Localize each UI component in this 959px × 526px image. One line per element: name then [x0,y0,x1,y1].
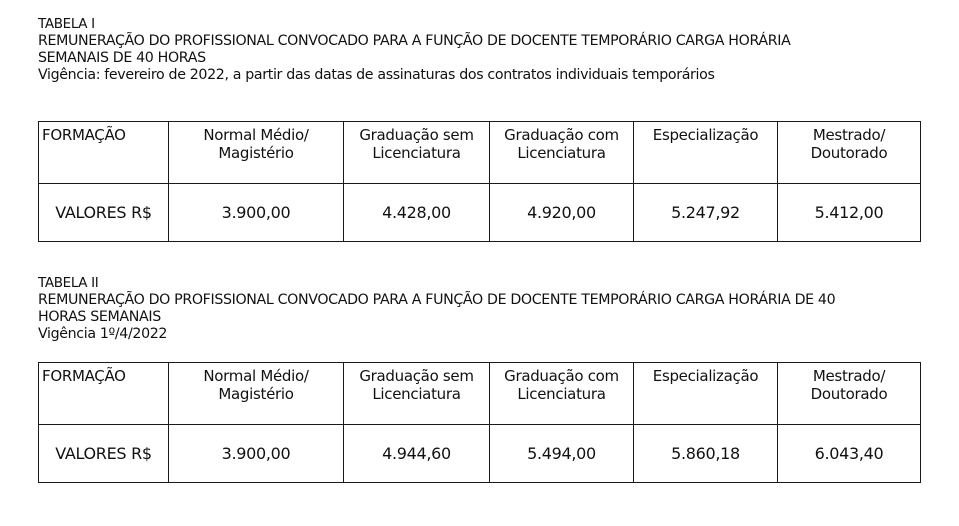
value-cell: 3.900,00 [169,184,344,242]
table-title-line1: REMUNERAÇÃO DO PROFISSIONAL CONVOCADO PARA A FUNÇÃO DE DOCENTE TEMPORÁRIO CARGA HORÁRIA DE 40 [38,292,836,308]
header-cell-graduacao-com: Graduação com Licenciatura [490,363,634,425]
values-row [39,184,921,242]
row-label-cell: VALORES R$ [39,425,169,483]
header-row [39,363,921,425]
header-cell-normal-medio: Normal Médio/ Magistério [169,122,344,184]
header-cell-graduacao-com: Graduação com Licenciatura [490,122,634,184]
table-title-line2: SEMANAIS DE 40 HORAS [38,50,206,66]
value-cell: 3.900,00 [169,425,344,483]
header-cell-especializacao: Especialização [634,363,778,425]
header-cell-mestrado: Mestrado/ Doutorado [778,363,921,425]
table-label: TABELA I [38,16,95,32]
header-cell-formacao: FORMAÇÃO [39,363,169,425]
values-row [39,425,921,483]
header-cell-especializacao: Especialização [634,122,778,184]
table-title-line2: HORAS SEMANAIS [38,309,161,325]
header-cell-graduacao-sem: Graduação sem Licenciatura [344,363,490,425]
value-cell: 4.428,00 [344,184,490,242]
row-label-cell: VALORES R$ [39,184,169,242]
value-cell: 5.412,00 [778,184,921,242]
header-cell-normal-medio: Normal Médio/ Magistério [169,363,344,425]
value-cell: 4.944,60 [344,425,490,483]
value-cell: 5.247,92 [634,184,778,242]
value-cell: 6.043,40 [778,425,921,483]
vigencia-text: Vigência 1º/4/2022 [38,326,168,342]
value-cell: 5.860,18 [634,425,778,483]
value-cell: 5.494,00 [490,425,634,483]
table-section-2 [38,275,938,463]
remuneration-table [38,362,921,483]
vigencia-text: Vigência: fevereiro de 2022, a partir das datas de assinaturas dos contratos individuais temporários [38,67,715,83]
table-section-1 [38,16,938,222]
table-label: TABELA II [38,275,99,291]
header-cell-formacao: FORMAÇÃO [39,122,169,184]
value-cell: 4.920,00 [490,184,634,242]
header-cell-graduacao-sem: Graduação sem Licenciatura [344,122,490,184]
header-row [39,122,921,184]
remuneration-table [38,121,921,242]
header-cell-mestrado: Mestrado/ Doutorado [778,122,921,184]
table-title-line1: REMUNERAÇÃO DO PROFISSIONAL CONVOCADO PARA A FUNÇÃO DE DOCENTE TEMPORÁRIO CARGA HORÁRIA [38,33,791,49]
